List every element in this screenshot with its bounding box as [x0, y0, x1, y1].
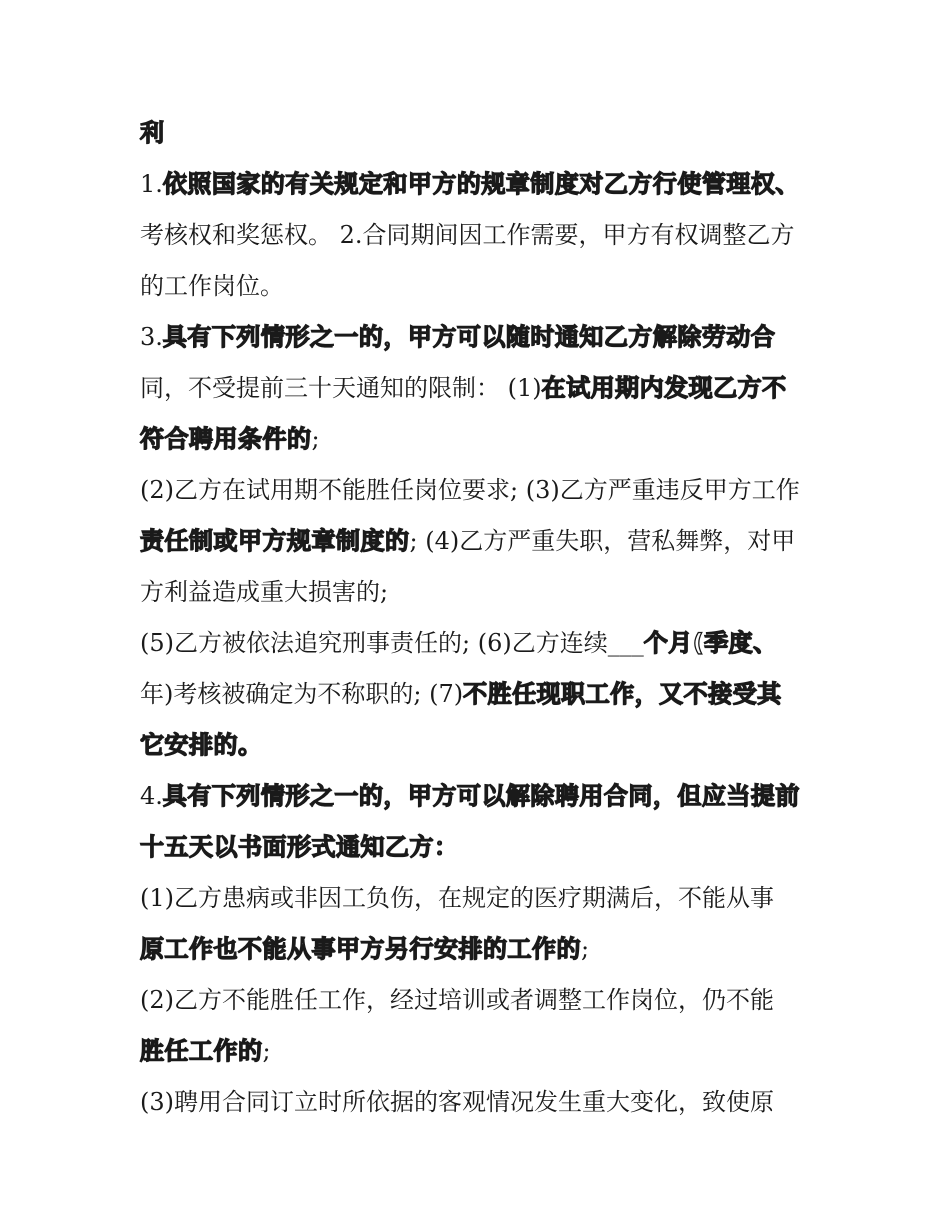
text-run: (2)乙方不能胜任工作，经过培训或者调整工作岗位，仍不能 [140, 986, 774, 1014]
text-line [140, 108, 820, 159]
text-run: 同，不受提前三十天通知的限制： (1) [140, 374, 542, 402]
text-run: (5)乙方被依法追究刑事责任的; (6)乙方连续___ [140, 629, 644, 657]
text-line [140, 516, 820, 567]
text-line [140, 771, 820, 822]
text-line [140, 975, 820, 1026]
text-run: ; [311, 425, 320, 453]
text-run: 在试用期内发现乙方不 [541, 374, 787, 402]
text-line [140, 159, 820, 210]
text-run: ; [262, 1037, 271, 1065]
text-run: 责任制或甲方规章制度的 [140, 527, 410, 555]
text-line [140, 414, 820, 465]
text-line [140, 312, 820, 363]
text-run: 3. [140, 323, 163, 351]
text-run: ; [581, 935, 590, 963]
text-run: 具有下列情形之一的，甲方可以随时通知乙方解除劳动合 [162, 323, 776, 351]
text-line [140, 720, 820, 771]
text-run: ; (4)乙方严重失职，营私舞弊，对甲 [409, 527, 796, 555]
text-run: 具有下列情形之一的，甲方可以解除聘用合同，但应当提前 [162, 782, 800, 810]
document-body [140, 108, 820, 1128]
text-line [140, 261, 820, 312]
text-run: 利 [140, 119, 165, 147]
text-run: 的工作岗位。 [140, 272, 284, 300]
text-run: 考核权和奖惩权。 2.合同期间因工作需要，甲方有权调整乙方 [140, 221, 795, 249]
text-run: 它安排的。 [140, 731, 263, 759]
text-run: 十五天以书面形式通知乙方： [140, 833, 459, 861]
text-line [140, 873, 820, 924]
text-run: 原工作也不能从事甲方另行安排的工作的 [140, 935, 581, 963]
text-run: 1. [140, 170, 163, 198]
text-run: (3)聘用合同订立时所依据的客观情况发生重大变化，致使原 [140, 1088, 774, 1116]
text-line [140, 567, 820, 618]
text-line [140, 363, 820, 414]
text-run: 符合聘用条件的 [140, 425, 312, 453]
text-line [140, 822, 820, 873]
text-line [140, 1026, 820, 1077]
text-line [140, 618, 820, 669]
text-run: 个月(季度、 [643, 629, 778, 657]
text-run: 胜任工作的 [140, 1037, 263, 1065]
text-run: 4. [140, 782, 163, 810]
text-run: (1)乙方患病或非因工负伤，在规定的医疗期满后，不能从事 [140, 884, 774, 912]
text-line [140, 1077, 820, 1128]
text-run: 不胜任现职工作，又不接受其 [463, 680, 782, 708]
text-line [140, 210, 820, 261]
text-run: 年)考核被确定为不称职的; (7) [140, 680, 464, 708]
text-line [140, 465, 820, 516]
text-run: 方利益造成重大损害的; [140, 578, 389, 606]
text-run: 依照国家的有关规定和甲方的规章制度对乙方行使管理权、 [162, 170, 800, 198]
text-line [140, 669, 820, 720]
text-run: (2)乙方在试用期不能胜任岗位要求; (3)乙方严重违反甲方工作 [140, 476, 800, 504]
text-line [140, 924, 820, 975]
